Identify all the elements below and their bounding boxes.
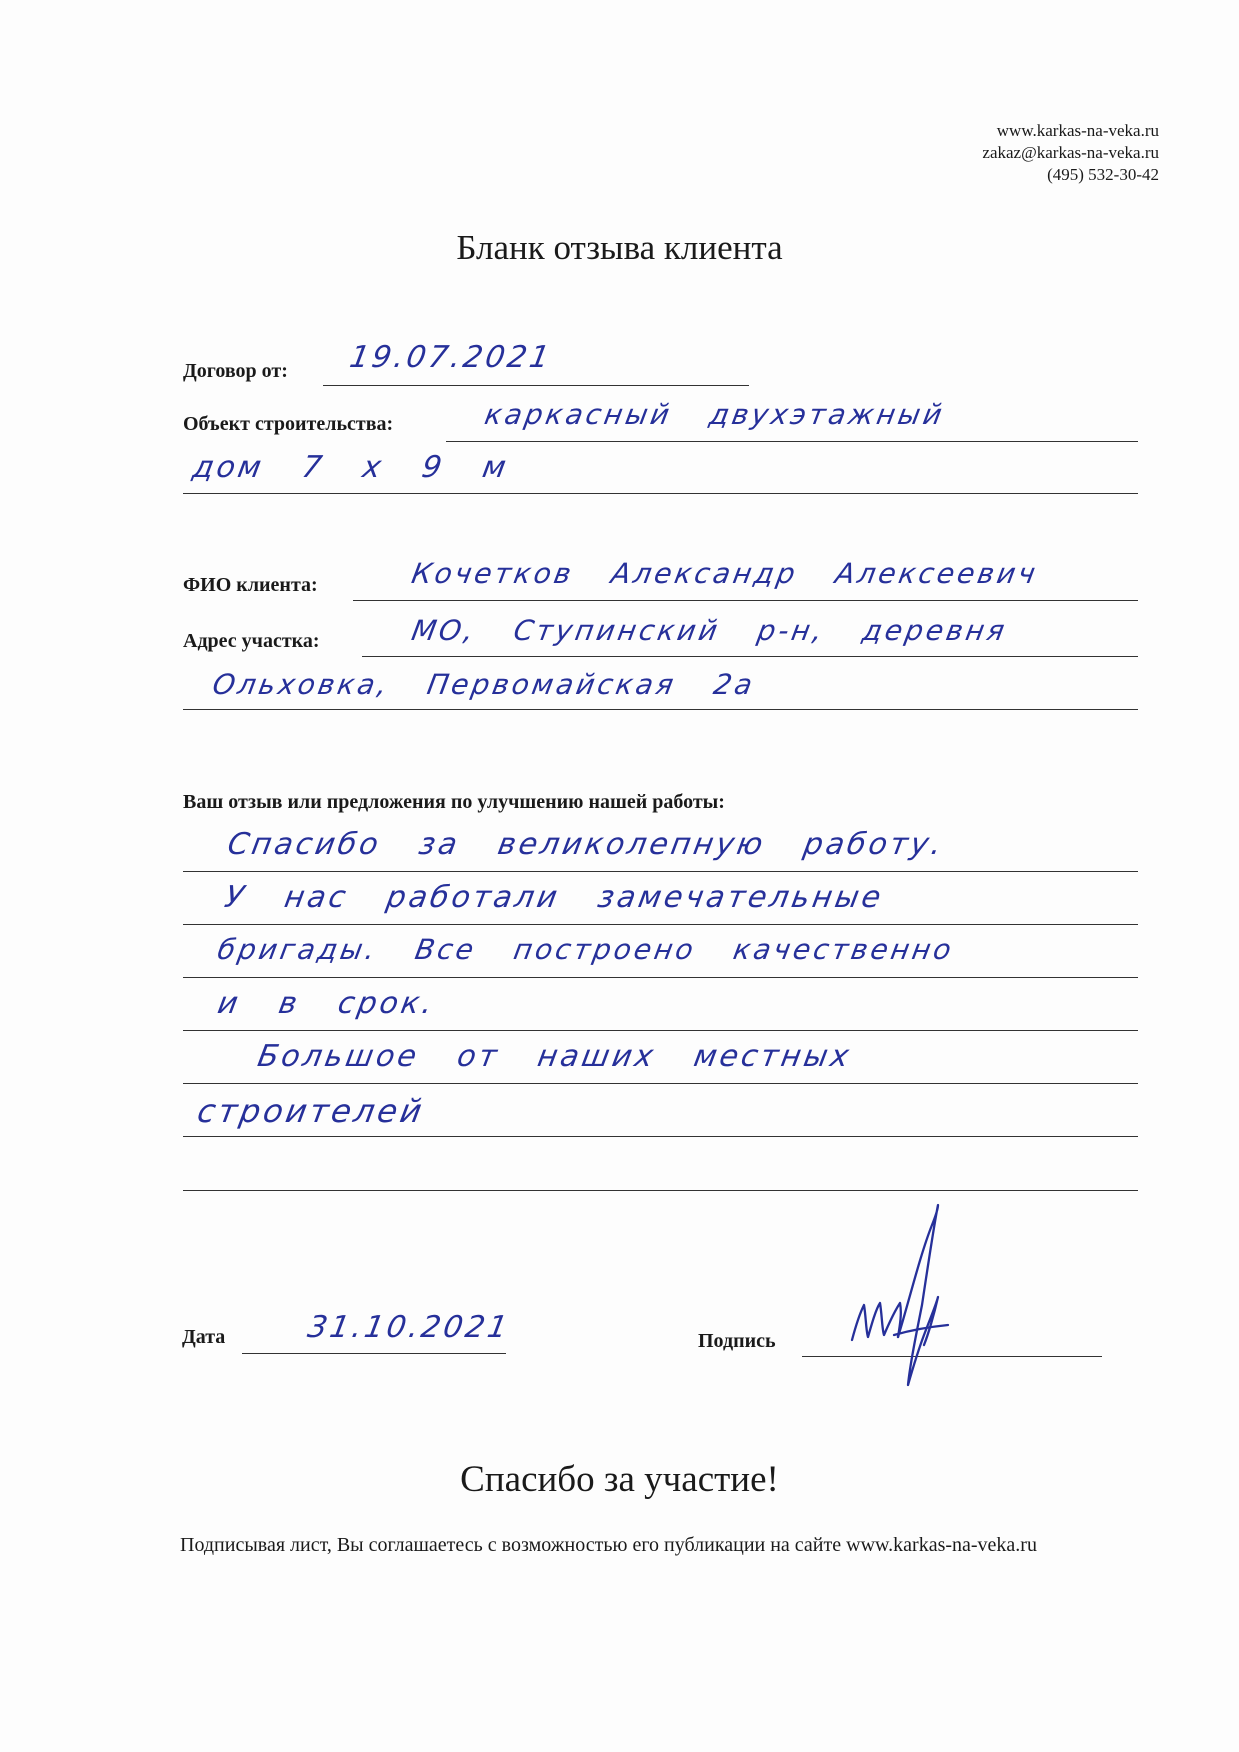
contract-date-value: 19.07.2021 bbox=[346, 340, 555, 375]
contract-line bbox=[323, 385, 749, 386]
feedback-text-line-1: Спасибо за великолепную работу. bbox=[224, 827, 948, 862]
feedback-text-line-3: бригады. Все построено качественно bbox=[215, 933, 957, 966]
handwritten-signature bbox=[838, 1185, 988, 1395]
form-title: Бланк отзыва клиента bbox=[456, 228, 783, 267]
object-label: Объект строительства: bbox=[183, 413, 394, 435]
feedback-text-line-6: строителей bbox=[194, 1092, 428, 1130]
feedback-line-5 bbox=[183, 1083, 1138, 1084]
client-name-value: Кочетков Александр Алексеевич bbox=[409, 557, 1041, 590]
client-line bbox=[353, 600, 1138, 601]
contact-block bbox=[982, 120, 1159, 186]
signature-label: Подпись bbox=[698, 1330, 776, 1352]
object-line-2 bbox=[183, 493, 1138, 494]
date-label: Дата bbox=[182, 1326, 226, 1348]
address-line-1 bbox=[362, 656, 1138, 657]
object-value-line-2: дом 7 x 9 м bbox=[189, 450, 512, 485]
client-label: ФИО клиента: bbox=[183, 574, 318, 596]
feedback-line-4 bbox=[183, 1030, 1138, 1031]
address-value-line-1: МО, Ступинский р-н, деревня bbox=[409, 614, 1010, 647]
address-label: Адрес участка: bbox=[183, 630, 320, 652]
feedback-line-3 bbox=[183, 977, 1138, 978]
date-value: 31.10.2021 bbox=[304, 1310, 513, 1345]
date-line bbox=[242, 1353, 506, 1354]
thanks-message: Спасибо за участие! bbox=[460, 1459, 779, 1500]
address-line-2 bbox=[183, 709, 1138, 710]
feedback-line-1 bbox=[183, 871, 1138, 872]
contract-label: Договор от: bbox=[183, 360, 288, 382]
address-value-line-2: Ольховка, Первомайская 2а bbox=[210, 668, 758, 701]
feedback-label: Ваш отзыв или предложения по улучшению нашей работы: bbox=[183, 791, 725, 813]
email-link[interactable]: zakaz@karkas-na-veka.ru bbox=[982, 143, 1159, 162]
feedback-text-line-4: и в срок. bbox=[214, 986, 438, 1021]
feedback-line-7 bbox=[183, 1190, 1138, 1191]
phone-number: (495) 532-30-42 bbox=[1047, 165, 1159, 184]
object-value-line-1: каркасный двухэтажный bbox=[482, 398, 948, 431]
feedback-text-line-2: У нас работали замечательные bbox=[221, 880, 887, 915]
website-link[interactable]: www.karkas-na-veka.ru bbox=[996, 121, 1159, 140]
object-line-1 bbox=[446, 441, 1138, 442]
feedback-line-2 bbox=[183, 924, 1138, 925]
feedback-text-line-5: Большое от наших местных bbox=[254, 1039, 855, 1074]
consent-note: Подписывая лист, Вы соглашаетесь с возможностью его публикации на сайте www.karkas-na-veka.ru bbox=[180, 1534, 1037, 1556]
feedback-line-6 bbox=[183, 1136, 1138, 1137]
